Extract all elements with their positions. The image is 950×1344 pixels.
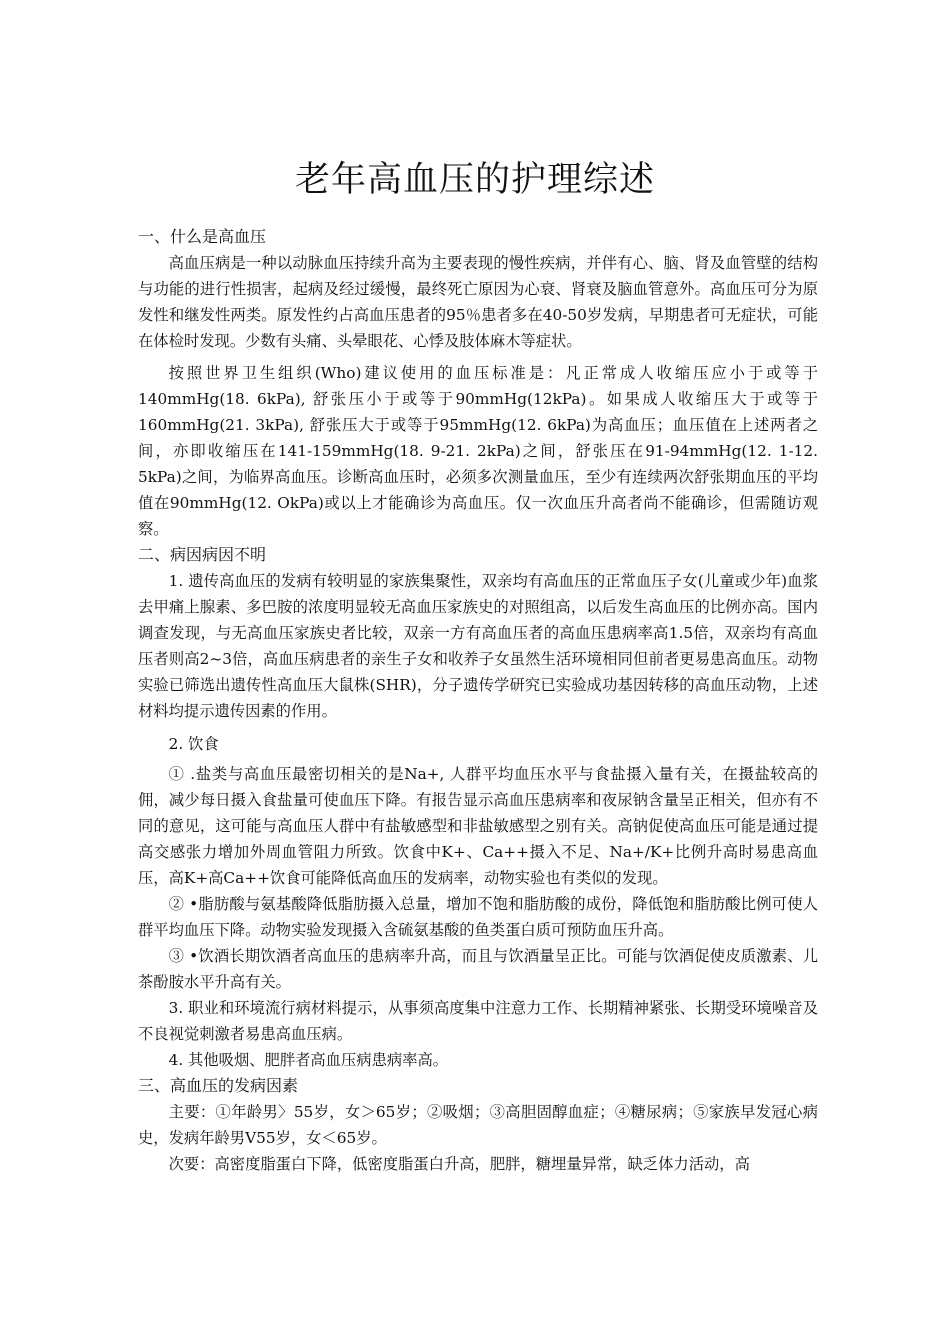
document-title: 老年高血压的护理综述 [294, 160, 655, 201]
paragraph-diet-alcohol: ③ •饮酒长期饮酒者高血压的患病率升高，而且与饮酒量呈正比。可能与饮酒促使皮质激素、儿茶酚胺水平升高有关。 [138, 947, 818, 991]
section-heading-2: 二、病因病因不明 [138, 545, 267, 564]
paragraph-definition: 高血压病是一种以动脉血压持续升高为主要表现的慢性疾病，并伴有心、脑、肾及血管壁的结构与功能的进行性损害，起病及经过缓慢，最终死亡原因为心衰、肾衰及脑血管意外。高血压可分为原发性和继发性两类。原发性约占高血压患者的95％患者多在40-50岁发病，早期患者可无症状，可能在体检时发现。少数有头痛、头晕眼花、心悸及肢体麻木等症状。 [138, 254, 818, 350]
section-heading-3: 三、高血压的发病因素 [138, 1076, 299, 1095]
paragraph-diet-salt: ① .盐类与高血压最密切相关的是Na+, 人群平均血压水平与食盐摄入量有关，在摄盐较高的佣，减少每日摄入食盐量可使血压下降。有报告显示高血压患病率和夜尿钠含量呈正相关，但亦有不同的意见，这可能与高血压人群中有盐敏感型和非盐敏感型之别有关。高钠促使高血压可能是通过提高交感张力增加外周血管阻力所致。饮食中K+、Ca++摄入不足、Na+/K+比例升高时易患高血压，高K+高Ca++饮食可能降低高血压的发病率，动物实验也有类似的发现。 [138, 765, 818, 887]
paragraph-bp-standard: 按照世界卫生组织(Who)建议使用的血压标准是：凡正常成人收缩压应小于或等于140mmHg(18. 6kPa), 舒张压小于或等于90mmHg(12kPa)。如果成人收缩压大于或等于160mmHg(21. 3kPa), 舒张压大于或等于95mmHg(12. 6kPa)为高血压；血压值在上述两者之间，亦即收缩压在141-159mmHg(18. 9-21. 2kPa)之间，舒张压在91-94mmHg(12. 1-12. 5kPa)之间，为临界高血压。诊断高血压时，必须多次测量血压，至少有连续两次舒张期血压的平均值在90mmHg(12. OkPa)或以上才能确诊为高血压。仅一次血压升高者尚不能确诊，但需随访观察。 [138, 364, 818, 538]
paragraph-other: 4. 其他吸烟、肥胖者高血压病患病率高。 [168, 1051, 449, 1069]
paragraph-diet-fat: ② •脂肪酸与氨基酸降低脂肪摄入总量，增加不饱和脂肪酸的成份，降低饱和脂肪酸比例可使人群平均血压下降。动物实验发现摄入含硫氨基酸的鱼类蛋白质可预防血压升高。 [138, 895, 818, 939]
paragraph-occupation: 3. 职业和环境流行病材料提示，从事须高度集中注意力工作、长期精神紧张、长期受环境噪音及不良视觉刺激者易患高血压病。 [138, 999, 818, 1043]
section-heading-1: 一、什么是高血压 [138, 227, 267, 246]
document-body [138, 224, 818, 1177]
paragraph-genetics: 1. 遗传高血压的发病有较明显的家族集聚性，双亲均有高血压的正常血压子女(儿童或少年)血浆去甲痛上腺素、多巴胺的浓度明显较无高血压家族史的对照组高，以后发生高血压的比例亦高。国内调查发现，与无高血压家族史者比较，双亲一方有高血压者的高血压患病率高1.5倍，双亲均有高血压者则高2~3倍，高血压病患者的亲生子女和收养子女虽然生活环境相同但前者更易患高血压。动物实验已筛选出遗传性高血压大鼠株(SHR)，分子遗传学研究已实验成功基因转移的高血压动物，上述材料均提示遗传因素的作用。 [138, 572, 818, 720]
paragraph-diet-heading: 2. 饮食 [168, 735, 219, 753]
paragraph-minor-factors: 次要：高密度脂蛋白下降，低密度脂蛋白升高，肥胖，糖埋量异常，缺乏体力活动，高 [168, 1155, 750, 1173]
paragraph-major-factors: 主要：①年龄男〉55岁，女＞65岁；②吸烟；③高胆固醇血症；④糖尿病；⑤家族早发冠心病史，发病年龄男V55岁，女＜65岁。 [138, 1103, 818, 1147]
